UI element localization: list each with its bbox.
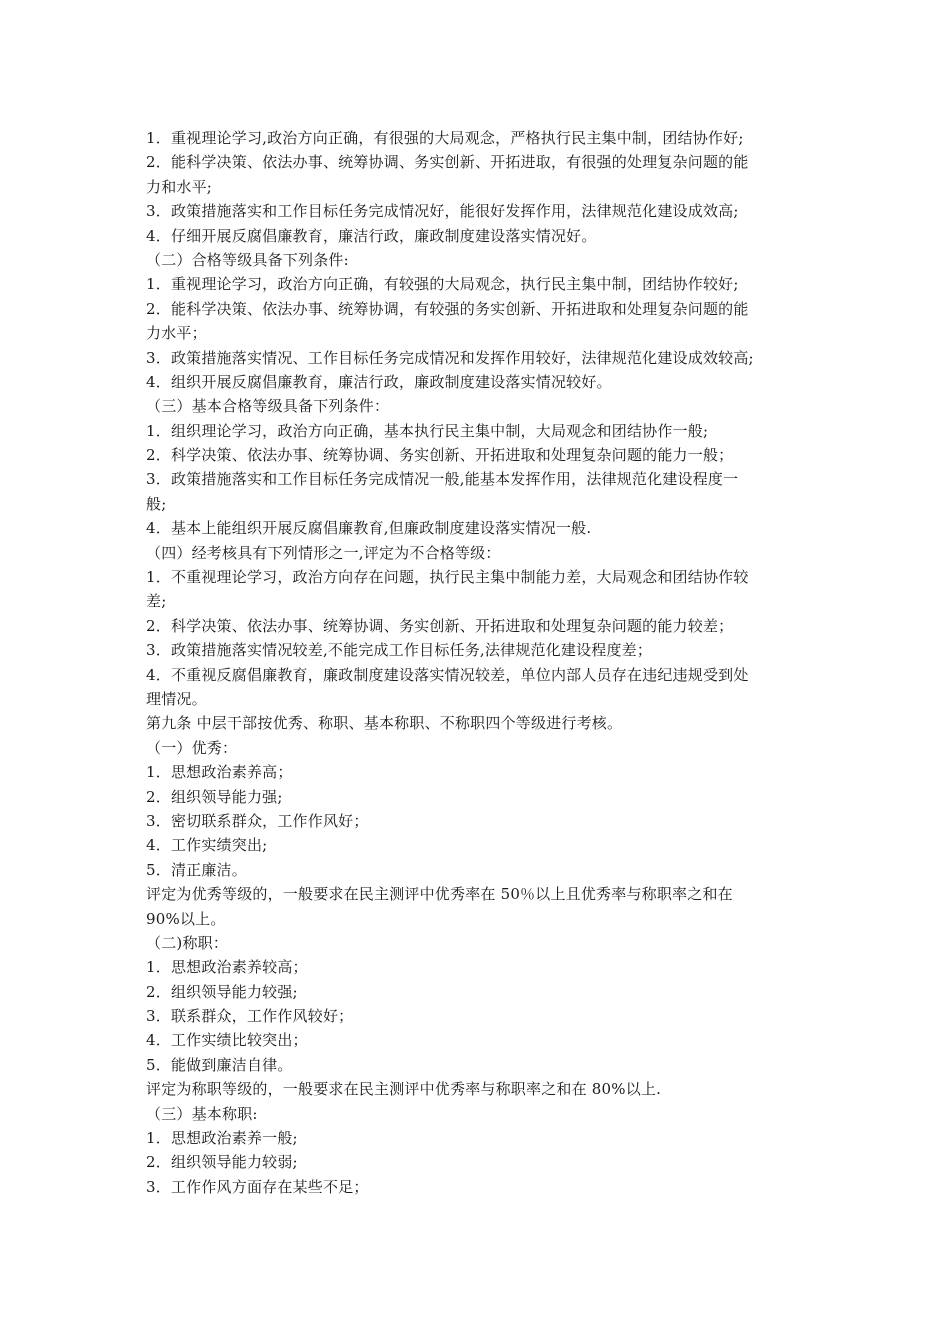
text-line: 力水平； — [146, 324, 207, 343]
text-line: 4．仔细开展反腐倡廉教育，廉洁行政，廉政制度建设落实情况好。 — [146, 226, 597, 245]
text-line: 理情况。 — [146, 689, 207, 708]
text-line: 3．政策措施落实和工作目标任务完成情况好，能很好发挥作用，法律规范化建设成效高; — [146, 202, 739, 221]
text-line: 4．工作实绩突出; — [146, 836, 268, 855]
text-line: 2．能科学决策、依法办事、统筹协调、务实创新、开拓进取，有很强的处理复杂问题的能 — [146, 153, 749, 172]
document-body — [146, 126, 816, 1199]
text-line: 1．不重视理论学习，政治方向存在问题，执行民主集中制能力差，大局观念和团结协作较 — [146, 568, 749, 587]
text-line: 评定为优秀等级的，一般要求在民主测评中优秀率在 50％以上且优秀率与称职率之和在 — [146, 885, 733, 904]
text-line: 3．工作作风方面存在某些不足； — [146, 1177, 369, 1196]
text-line: 1．思想政治素养高； — [146, 763, 293, 782]
text-line: 评定为称职等级的，一般要求在民主测评中优秀率与称职率之和在 80%以上. — [146, 1080, 662, 1099]
text-line: 3．联系群众，工作作风较好； — [146, 1007, 354, 1026]
text-line: 2．组织领导能力较强; — [146, 982, 298, 1001]
text-line: （一）优秀： — [146, 738, 238, 757]
text-line: 1．重视理论学习,政治方向正确，有很强的大局观念，严格执行民主集中制，团结协作好; — [146, 129, 744, 147]
text-line: 1．思想政治素养一般; — [146, 1129, 298, 1148]
text-line: 4．不重视反腐倡廉教育，廉政制度建设落实情况较差，单位内部人员存在违纪违规受到处 — [146, 665, 749, 684]
text-line: 力和水平; — [146, 177, 213, 196]
text-line: 4．组织开展反腐倡廉教育，廉洁行政，廉政制度建设落实情况较好。 — [146, 372, 612, 391]
text-line: 1．组织理论学习，政治方向正确，基本执行民主集中制，大局观念和团结协作一般; — [146, 421, 709, 440]
text-line: 般; — [146, 494, 167, 513]
text-line: 差; — [146, 592, 167, 611]
text-line: （三）基本合格等级具备下列条件： — [146, 397, 390, 416]
text-line: （二）合格等级具备下列条件: — [146, 250, 349, 269]
text-line: 4．工作实绩比较突出； — [146, 1031, 308, 1050]
text-line: 90%以上。 — [146, 909, 226, 928]
text-line: 5．清正廉洁。 — [146, 860, 247, 879]
text-line: 2．组织领导能力较弱; — [146, 1153, 298, 1172]
text-line: 1．重视理论学习，政治方向正确，有较强的大局观念，执行民主集中制，团结协作较好; — [146, 275, 739, 294]
text-line: 1．思想政治素养较高； — [146, 958, 308, 977]
text-line: 2．组织领导能力强; — [146, 787, 283, 806]
text-line: 5．能做到廉洁自律。 — [146, 1055, 293, 1074]
text-line: 2．科学决策、依法办事、统筹协调、务实创新、开拓进取和处理复杂问题的能力一般； — [146, 446, 734, 465]
text-line: 2．能科学决策、依法办事、统筹协调，有较强的务实创新、开拓进取和处理复杂问题的能 — [146, 299, 749, 318]
text-line: （四）经考核具有下列情形之一,评定为不合格等级： — [146, 543, 501, 562]
text-line: （二)称职： — [146, 933, 229, 952]
text-line: 4．基本上能组织开展反腐倡廉教育,但廉政制度建设落实情况一般. — [146, 519, 592, 538]
text-line: （三）基本称职: — [146, 1104, 258, 1123]
text-line: 3．政策措施落实情况较差,不能完成工作目标任务,法律规范化建设程度差； — [146, 641, 653, 660]
text-line: 2．科学决策、依法办事、统筹协调、务实创新、开拓进取和处理复杂问题的能力较差； — [146, 616, 734, 635]
text-line: 3．政策措施落实和工作目标任务完成情况一般,能基本发挥作用，法律规范化建设程度一 — [146, 470, 739, 489]
text-line: 3．密切联系群众，工作作风好； — [146, 811, 369, 830]
text-line: 第九条 中层干部按优秀、称职、基本称职、不称职四个等级进行考核。 — [146, 714, 623, 733]
text-line: 3．政策措施落实情况、工作目标任务完成情况和发挥作用较好，法律规范化建设成效较高; — [146, 348, 754, 367]
